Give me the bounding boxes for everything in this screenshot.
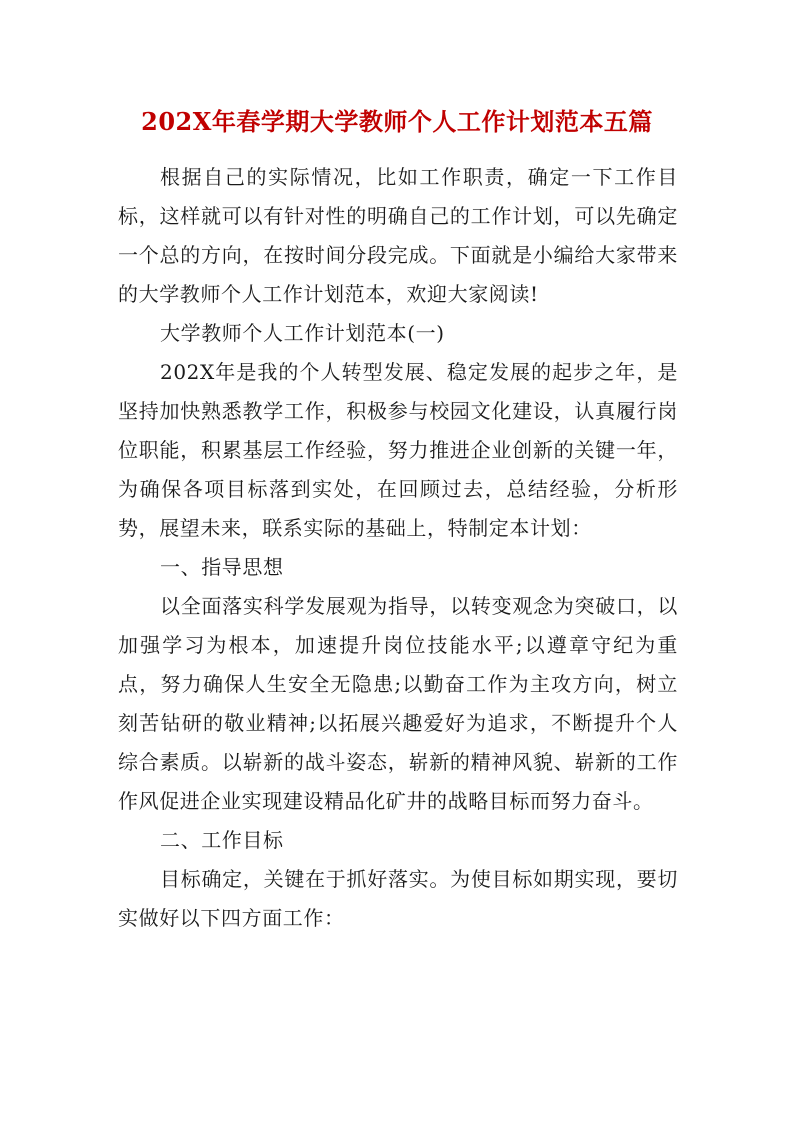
plan-1-paragraph: 202X年是我的个人转型发展、稳定发展的起步之年，是坚持加快熟悉教学工作，积极参与校园文化建设，认真履行岗位职能，积累基层工作经验，努力推进企业创新的关键一年，为确保各项目标落到实处，在回顾过去，总结经验，分析形势，展望未来，联系实际的基础上，特制定本计划： [118, 360, 678, 540]
document-body [118, 158, 678, 938]
section-heading-work-goals: 二、工作目标 [160, 828, 284, 852]
work-goals-paragraph: 目标确定，关键在于抓好落实。为使目标如期实现，要切实做好以下四方面工作： [118, 867, 678, 930]
section-heading-guiding-ideology: 一、指导思想 [160, 555, 284, 579]
section-heading-plan-1: 大学教师个人工作计划范本(一) [160, 321, 445, 345]
guiding-ideology-paragraph: 以全面落实科学发展观为指导，以转变观念为突破口，以加强学习为根本，加速提升岗位技能水平;以遵章守纪为重点，努力确保人生安全无隐患;以勤奋工作为主攻方向，树立刻苦钻研的敬业精神;以拓展兴趣爱好为追求，不断提升个人综合素质。以崭新的战斗姿态，崭新的精神风貌、崭新的工作作风促进企业实现建设精品化矿井的战略目标而努力奋斗。 [118, 594, 678, 813]
document-title: 202X年春学期大学教师个人工作计划范本五篇 [141, 107, 653, 136]
intro-paragraph: 根据自己的实际情况，比如工作职责，确定一下工作目标，这样就可以有针对性的明确自己的工作计划，可以先确定一个总的方向，在按时间分段完成。下面就是小编给大家带来的大学教师个人工作计划范本，欢迎大家阅读! [118, 165, 678, 306]
